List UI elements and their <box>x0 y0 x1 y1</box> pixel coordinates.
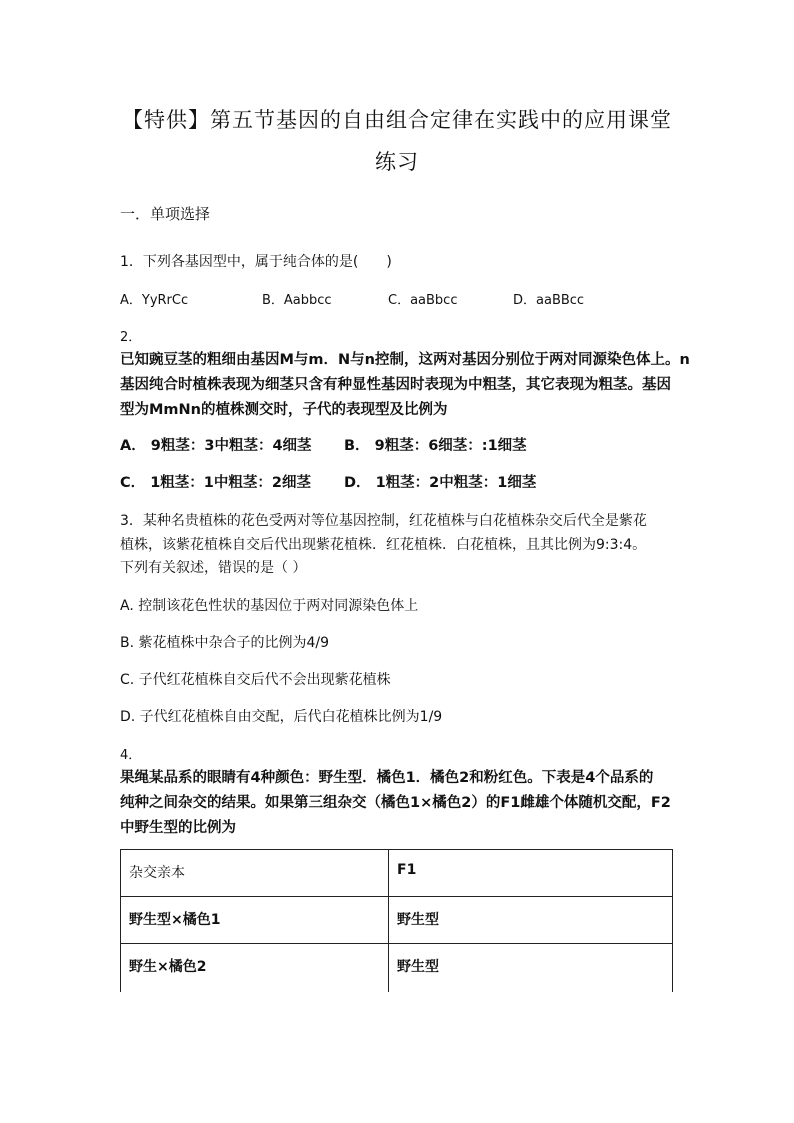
table-cell: 野生型 <box>389 897 673 944</box>
section-heading: 一．单项选择 <box>120 205 211 223</box>
q1-option-d: D．aaBBcc <box>513 293 585 308</box>
q4-stem-line1: 果绳某品系的眼睛有4种颜色：野生型．橘色1．橘色2和粉红色。下表是4个品系的 <box>120 770 654 786</box>
q1-option-b: B．Aabbcc <box>262 293 332 308</box>
q1-stem: 1．下列各基因型中，属于纯合体的是( ) <box>120 254 392 270</box>
table-cell: 野生型 <box>389 944 673 992</box>
q3-option-c: C. 子代红花植株自交后代不会出现紫花植株 <box>120 672 391 688</box>
q2-option-b: B． 9粗茎：6细茎：:1细茎 <box>344 438 527 454</box>
q2-option-d: D． 1粗茎：2中粗茎：1细茎 <box>344 475 537 491</box>
document-title-line1: 【特供】第五节基因的自由组合定律在实践中的应用课堂 <box>122 108 672 132</box>
q3-stem-line3: 下列有关叙述，错误的是（ ） <box>120 560 307 576</box>
q2-option-a: A． 9粗茎：3中粗茎：4细茎 <box>120 438 312 454</box>
document-title-line2: 练习 <box>375 150 419 174</box>
q4-number: 4． <box>120 748 142 763</box>
q3-option-d: D. 子代红花植株自由交配，后代白花植株比例为1/9 <box>120 709 443 725</box>
q3-option-b: B. 紫花植株中杂合子的比例为4/9 <box>120 635 330 651</box>
q2-number: 2． <box>120 330 142 345</box>
table-row <box>121 897 673 944</box>
q3-stem-line1: 3．某种名贵植株的花色受两对等位基因控制，红花植株与白花植株杂交后代全是紫花 <box>120 513 647 529</box>
q4-cross-table <box>120 849 673 992</box>
q1-option-a: A．YyRrCc <box>120 293 189 308</box>
table-header-cell: F1 <box>389 850 673 897</box>
q2-option-c: C． 1粗茎：1中粗茎：2细茎 <box>120 475 311 491</box>
q3-stem-line2: 植株，该紫花植株自交后代出现紫花植株．红花植株．白花植株，且其比例为9:3:4。 <box>120 537 647 553</box>
table-cell: 野生型×橘色1 <box>121 897 389 944</box>
q4-stem-line3: 中野生型的比例为 <box>120 820 236 836</box>
table-header-row <box>121 850 673 897</box>
table-header-cell: 杂交亲本 <box>121 850 389 897</box>
q2-stem-line2: 基因纯合时植株表现为细茎只含有种显性基因时表现为中粗茎，其它表现为粗茎。基因 <box>120 377 671 393</box>
table-row <box>121 944 673 992</box>
table-cell: 野生×橘色2 <box>121 944 389 992</box>
q2-stem-line3: 型为MmNn的植株测交时，子代的表现型及比例为 <box>120 402 448 418</box>
q4-stem-line2: 纯种之间杂交的结果。如果第三组杂交（橘色1×橘色2）的F1雌雄个体随机交配，F2 <box>120 795 671 811</box>
q3-option-a: A. 控制该花色性状的基因位于两对同源染色体上 <box>120 598 419 614</box>
q1-option-c: C．aaBbcc <box>388 293 458 308</box>
q2-stem-line1: 已知豌豆茎的粗细由基因M与m．N与n控制，这两对基因分别位于两对同源染色体上。n <box>120 352 690 368</box>
